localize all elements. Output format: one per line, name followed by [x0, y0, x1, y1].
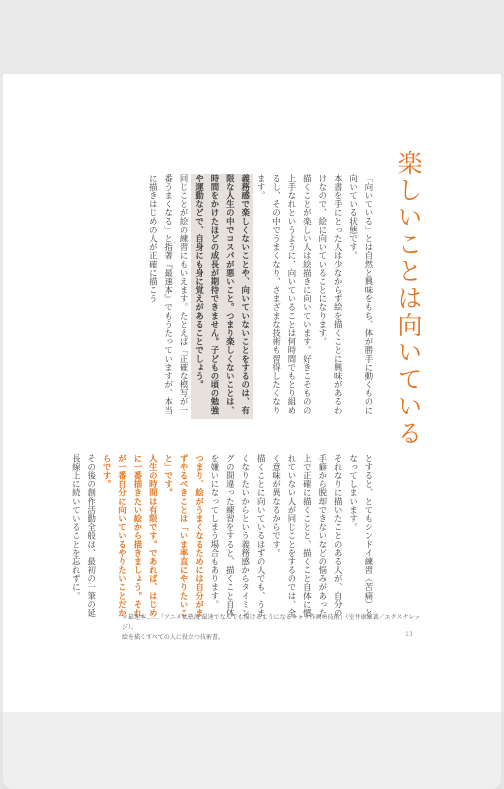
- viewer-bottom-area: [0, 712, 504, 789]
- footnote-line: 絵を描くすべての人に役立つ技術書。: [122, 634, 224, 641]
- paragraph: 同じことが絵の練習にもいえます。たとえば「正確な模写が一番うまくなる」と指著『最速本』でもうたっていますが、本当に描きはじめの人が正確に描こう: [148, 174, 190, 415]
- footnote-line: ＊最速本……『アニメ私塾流 最速でなんでも描けるようになるキャラ作画の技術』（室井康雄著／エクスナレッジ）。: [122, 614, 421, 631]
- viewer-bottom-panel: [3, 712, 501, 789]
- paragraph-emphasis: つまり、絵がうまくなるためには自分がまずやるべきことは「いま率直にやりたいこと」です。: [163, 454, 205, 618]
- footnote: [122, 613, 422, 643]
- paragraph: 描くことに向いているはずの人でも、うまくなりたいからという義務感からタイミングの間違った練習をすると、描くこと自体を嫌いになってしまう場合もあります。: [209, 454, 267, 618]
- page-title: 楽しいことは向いている: [394, 150, 423, 447]
- paragraph: 描くことが楽しい人は絵描きに向いています。好きこそものの上手なれというように、向いていることは何時間でもとり組めるし、その中でうまくなり、さまざまな技術も習得したくなります。: [256, 174, 313, 415]
- paragraph: とすると、とてもシンドイ練習（苦痛）となってしまいます。: [348, 454, 374, 618]
- paragraph: 本書を手にとった人は少なからず絵を描くことに興味があるわけなので、絵に向いていることになります。: [317, 174, 344, 415]
- body-text-bottom: [71, 454, 376, 620]
- paragraph: 「向いている」とは自然と興味をもち、体が勝手に動くものに向いている状態です。: [348, 174, 374, 415]
- paragraph: その後の創作活動全般は、最初の一筆の延長線上に続いていることを忘れずに。: [71, 454, 97, 618]
- paragraph-emphasis: 人生の時間は有限です。であれば、はじめに一番描きたい絵から描きましょう。それが一番自分に向いているやりたいことだからです。: [102, 454, 159, 618]
- body-text-top: [124, 174, 376, 419]
- paragraph-highlighted: 義務感で楽しくないことや、向いていないことをするのは、有限な人生の中でコスパが悪いこと。つまり楽しくないことは、時間をかけたほどの成長が期待できません。子どもの頃の勉強や運動などで、自身にも身に覚えがあることでしょう。: [191, 174, 253, 419]
- page-number: 13: [405, 631, 413, 638]
- paragraph: それなりに描いたことのある人が、自分の手癖から脱却できないなどの悩みがあった上で正確に描くことと、描くこと自体に慣れていない人が同じことをするのでは、全く意味が異なるからです。: [271, 454, 344, 618]
